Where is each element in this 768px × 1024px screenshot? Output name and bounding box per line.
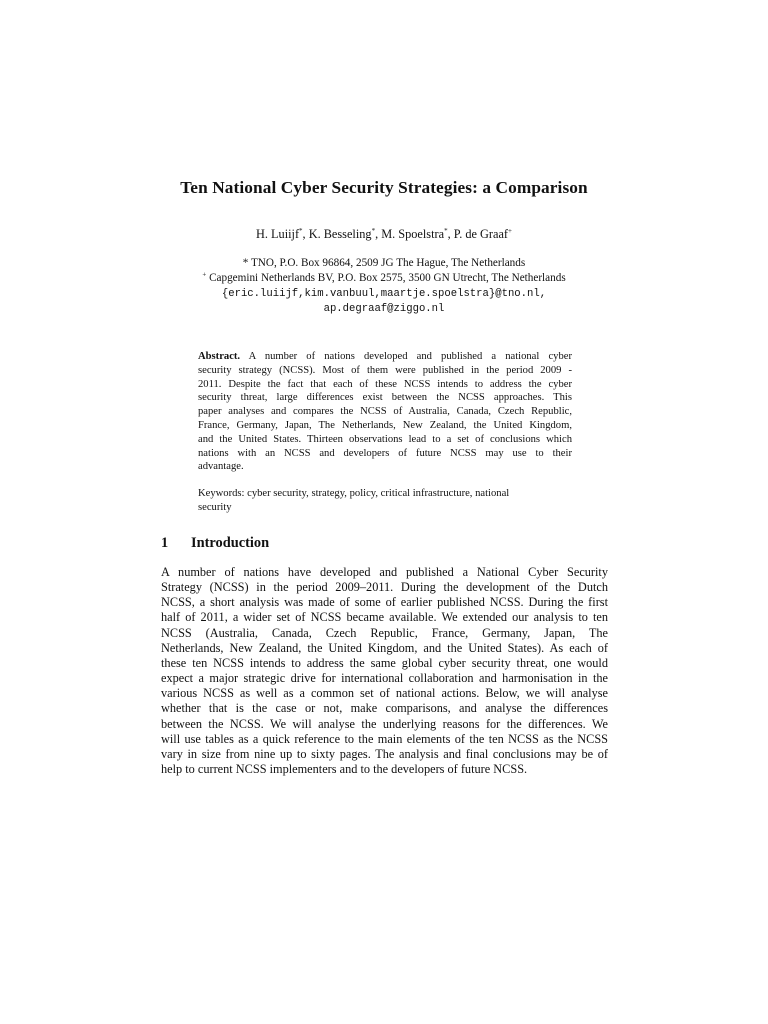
author-mark: * <box>371 226 376 235</box>
section-number: 1 <box>161 535 169 551</box>
keywords-line: security <box>198 501 232 513</box>
introduction-paragraph <box>161 565 608 777</box>
abstract-line: security threat, large differences exist between the NCSS approaches. This <box>198 392 572 404</box>
author-name: H. Luiijf <box>256 227 300 241</box>
abstract-line: security strategy (NCSS). Most of them were published in the period 2009 - <box>198 364 572 376</box>
paragraph-line: between the NCSS. We will analyse the underlying reasons for the differences. We <box>161 716 608 731</box>
paragraph-line: NCSS (Australia, Canada, Czech Republic, France, Germany, Japan, The <box>161 625 608 640</box>
abstract-text: A number of nations developed and published a national cyber <box>248 351 572 362</box>
paper-title: Ten National Cyber Security Strategies: a Comparison <box>180 178 588 197</box>
email-line: {eric.luiijf,kim.vanbuul,maartje.spoelstra}@tno.nl, <box>221 288 547 300</box>
abstract-line: advantage. <box>198 461 244 473</box>
abstract-label: Abstract. <box>198 351 241 362</box>
author-separator: , <box>447 227 454 241</box>
paragraph-line: A number of nations have developed and published a National Cyber Security <box>161 565 608 579</box>
paragraph-line: whether that is the case or not, make comparisons, and analyse the differences <box>161 701 608 716</box>
paragraph-line: these ten NCSS intends to address the same global cyber security threat, one would <box>161 655 608 670</box>
paragraph-line: help to current NCSS implementers and to the developers of future NCSS. <box>161 762 528 777</box>
affiliation-mark: + <box>202 270 207 279</box>
affiliation-text: Capgemini Netherlands BV, P.O. Box 2575, 3500 GN Utrecht, The Netherlands <box>209 272 566 284</box>
abstract-line <box>198 350 572 364</box>
paragraph-line: Strategy (NCSS) in the period 2009–2011. During the development of the Dutch <box>161 580 608 595</box>
author-mark: + <box>508 226 512 235</box>
paragraph-line: will use tables as a quick reference to the main elements of the ten NCSS as the NCSS <box>161 731 608 746</box>
abstract-line: paper analyses and compares the NCSS of Australia, Canada, Czech Republic, <box>198 406 572 418</box>
section-heading <box>161 535 269 552</box>
affiliation-capgemini <box>0 272 768 284</box>
author-name: K. Besseling <box>308 227 372 241</box>
abstract-line: nations with an NCSS and developers of future NCSS may use to their <box>198 447 572 459</box>
author-mark: * <box>299 226 303 235</box>
abstract-line: and the United States. Thirteen observations lead to a set of conclusions which <box>198 433 572 445</box>
author-name: M. Spoelstra <box>381 227 445 241</box>
keywords <box>198 487 572 515</box>
author-separator: , <box>302 227 309 241</box>
abstract-line: 2011. Despite the fact that each of these NCSS intends to address the cyber <box>198 378 572 390</box>
paragraph-line: expect a major strategic drive for international collaboration and harmonisation in the <box>161 671 608 686</box>
paragraph-line: NCSS, a short analysis was made of some of earlier published NCSS. During the first <box>161 595 608 610</box>
paragraph-line: Netherlands, New Zealand, the United Kingdom, and the United States). As each of <box>161 640 608 655</box>
author-name: P. de Graaf <box>453 227 509 241</box>
keywords-line: Keywords: cyber security, strategy, policy, critical infrastructure, national <box>198 488 510 499</box>
affiliation-tno: * TNO, P.O. Box 96864, 2509 JG The Hague, The Netherlands <box>242 257 526 269</box>
abstract <box>198 350 572 474</box>
email-line: ap.degraaf@ziggo.nl <box>323 303 445 315</box>
paragraph-line: various NCSS as well as a common set of national actions. Below, we will analyse <box>161 686 608 701</box>
author-separator: , <box>375 227 382 241</box>
paragraph-line: vary in size from nine up to sixty pages. The analysis and final conclusions may be of <box>161 746 608 761</box>
section-title: Introduction <box>191 535 270 551</box>
paragraph-line: half of 2011, a wider set of NCSS became available. We extended our analysis to ten <box>161 610 608 625</box>
author-list <box>0 227 768 242</box>
abstract-line: France, Germany, Japan, The Netherlands, New Zealand, the United Kingdom, <box>198 419 572 431</box>
author-mark: * <box>444 226 448 235</box>
